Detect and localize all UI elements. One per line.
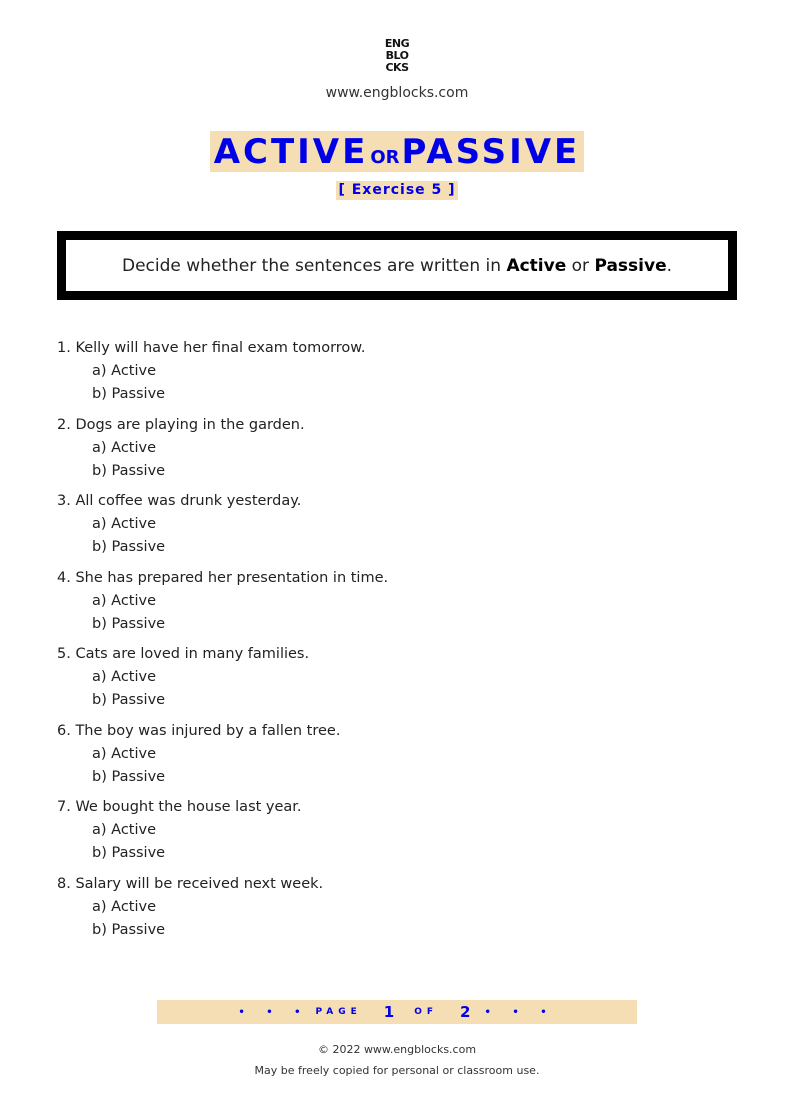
copyright-text: © 2022 www.engblocks.com xyxy=(317,1043,477,1056)
question-2 xyxy=(57,414,737,491)
question-stem: 6. The boy was injured by a fallen tree. xyxy=(57,722,341,739)
engblocks-logo xyxy=(381,38,413,74)
option-a[interactable]: a) Active xyxy=(92,745,157,762)
logo-line-1: ENG xyxy=(384,37,410,50)
current-page-number: 1 xyxy=(383,1003,395,1021)
option-b[interactable]: b) Passive xyxy=(92,768,166,785)
option-a[interactable]: a) Active xyxy=(92,439,157,456)
question-8 xyxy=(57,873,737,950)
title-active: ACTIVE xyxy=(213,132,369,172)
option-a[interactable]: a) Active xyxy=(92,898,157,915)
option-a[interactable]: a) Active xyxy=(92,516,157,532)
option-a[interactable]: a) Active xyxy=(92,363,157,379)
exercise-label: [ Exercise 5 ] xyxy=(338,182,456,198)
license-text: May be freely copied for personal or classroom use. xyxy=(254,1064,540,1077)
of-word: OF xyxy=(414,1007,439,1017)
title-passive: PASSIVE xyxy=(401,132,581,172)
question-7 xyxy=(57,796,737,873)
option-a[interactable]: a) Active xyxy=(92,669,157,685)
question-stem: 8. Salary will be received next week. xyxy=(57,875,324,892)
question-stem: 4. She has prepared her presentation in time. xyxy=(57,569,389,586)
instructions-passive: Passive xyxy=(594,255,667,276)
question-stem: 5. Cats are loved in many families. xyxy=(57,646,310,662)
page-title xyxy=(210,131,585,172)
title-or: OR xyxy=(370,147,400,168)
logo-line-2: BLO xyxy=(385,49,409,62)
question-stem: 7. We bought the house last year. xyxy=(57,799,302,815)
instructions-text xyxy=(122,256,672,276)
logo-line-3: CKS xyxy=(385,61,409,74)
option-b[interactable]: b) Passive xyxy=(92,845,166,861)
instructions-active: Active xyxy=(506,255,567,276)
option-a[interactable]: a) Active xyxy=(92,592,157,609)
question-1 xyxy=(57,337,737,414)
question-stem: 1. Kelly will have her final exam tomorrow. xyxy=(57,340,366,356)
question-5 xyxy=(57,643,737,720)
title-wrapper xyxy=(0,131,794,172)
instructions-joiner: or xyxy=(571,255,590,276)
dots-right: • • • xyxy=(484,1006,556,1018)
option-b[interactable]: b) Passive xyxy=(92,539,166,555)
option-b[interactable]: b) Passive xyxy=(92,386,166,402)
question-stem: 2. Dogs are playing in the garden. xyxy=(57,416,305,433)
question-list xyxy=(57,337,737,949)
option-b[interactable]: b) Passive xyxy=(92,921,166,938)
exercise-wrapper xyxy=(0,179,794,200)
question-stem: 3. All coffee was drunk yesterday. xyxy=(57,493,302,509)
option-a[interactable]: a) Active xyxy=(92,822,157,838)
page-word: PAGE xyxy=(315,1007,362,1017)
instructions-prefix: Decide whether the sentences are written in xyxy=(121,255,502,276)
page-indicator xyxy=(157,1000,637,1024)
option-b[interactable]: b) Passive xyxy=(92,462,166,479)
dots-left: • • • xyxy=(238,1006,310,1018)
site-url[interactable]: www.engblocks.com xyxy=(325,85,469,101)
question-4 xyxy=(57,567,737,644)
option-b[interactable]: b) Passive xyxy=(92,615,166,632)
instructions-box xyxy=(57,231,737,300)
option-b[interactable]: b) Passive xyxy=(92,692,166,708)
total-pages-number: 2 xyxy=(460,1003,471,1021)
question-6 xyxy=(57,720,737,797)
question-3 xyxy=(57,490,737,567)
instructions-suffix: . xyxy=(666,255,673,276)
